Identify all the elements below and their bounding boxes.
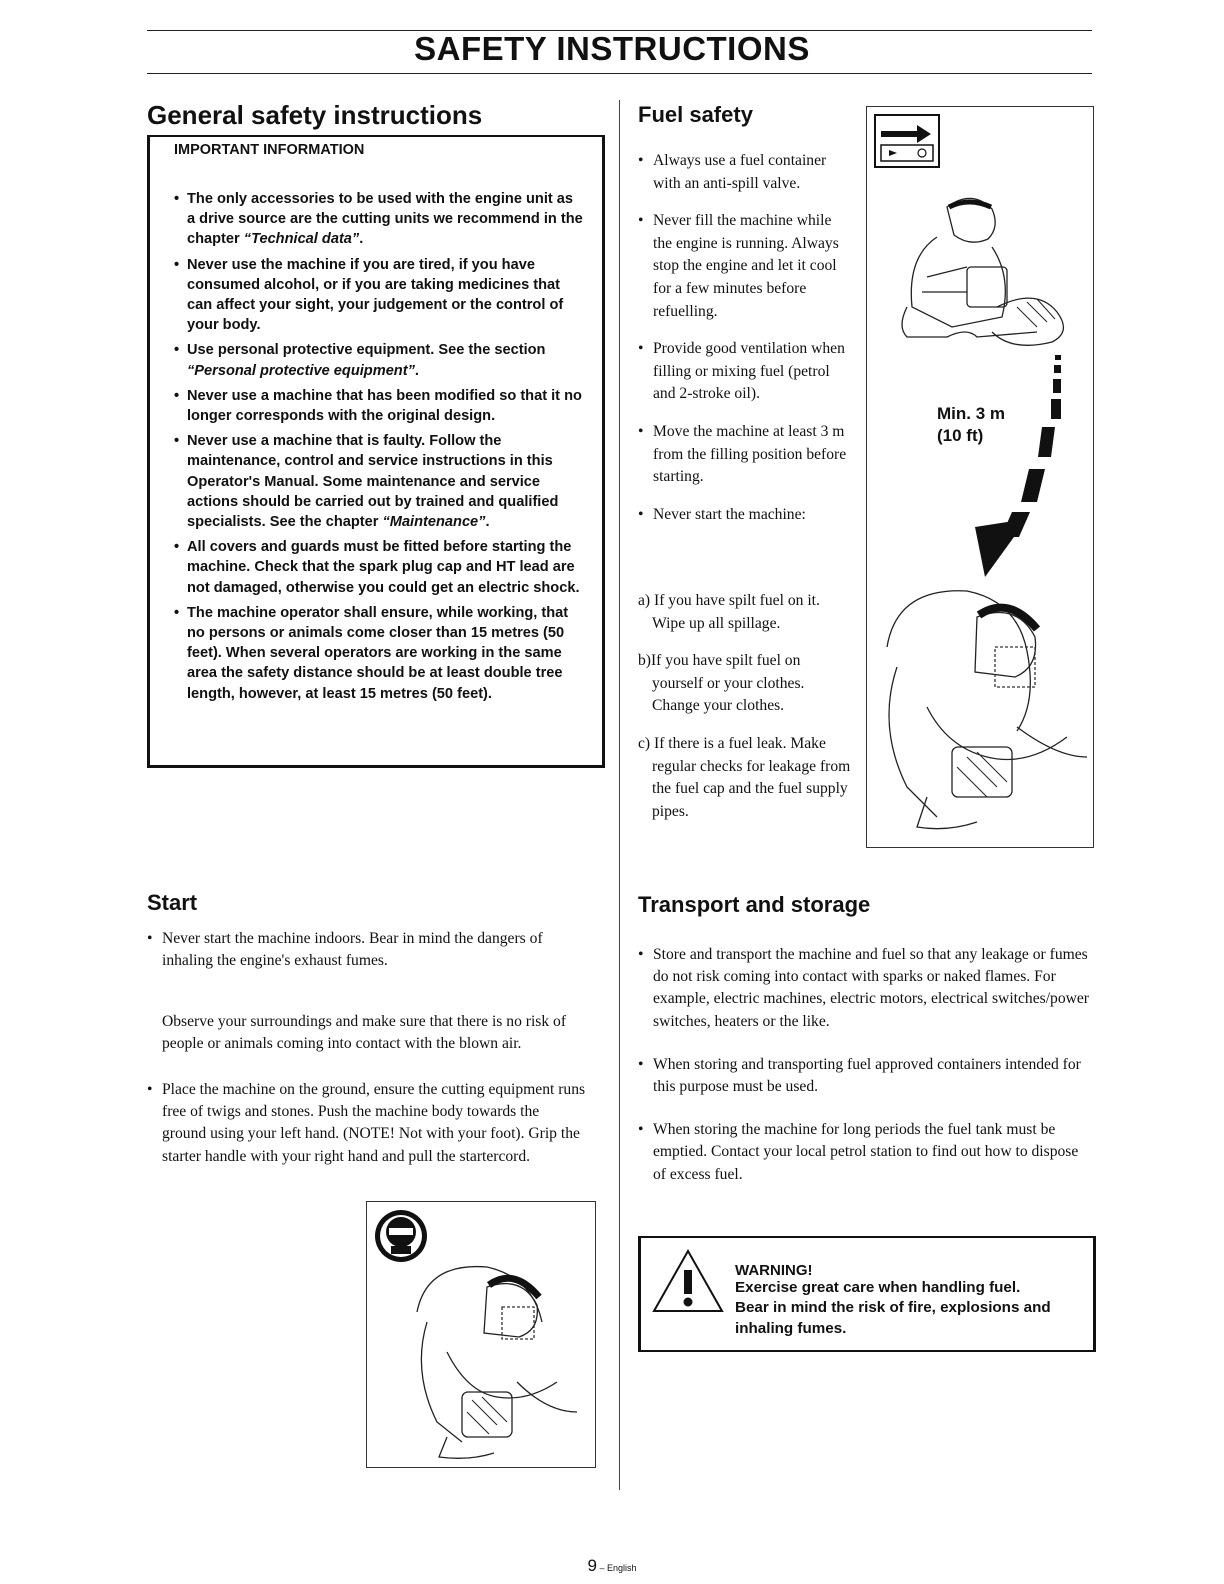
transport-item: • Store and transport the machine and fuel so that any leakage or fumes do not risk coming into contact with sparks or naked flames. For example, electric machines, electric motors, electrical switches/power switches, heaters or the like.: [638, 946, 1089, 1030]
fuel-item: • Never fill the machine while the engine is running. Always stop the engine and let it cool for a few minutes before refuelling.: [638, 212, 839, 320]
start-body: [147, 928, 587, 1168]
important-information-box: [147, 135, 605, 768]
transport-storage-list: [638, 944, 1093, 1207]
important-item: • The only accessories to be used with the engine unit as a drive source are the cutting units we recommend in the chapter “Technical data”.: [174, 191, 583, 248]
refuel-illustration-svg: [867, 107, 1093, 847]
transport-item: • When storing and transporting fuel approved containers intended for this purpose must be used.: [638, 1055, 1081, 1096]
transport-item: • When storing the machine for long periods the fuel tank must be emptied. Contact your local petrol station to find out how to dispose of excess fuel.: [638, 1121, 1079, 1183]
fuel-sub-list: [638, 590, 853, 838]
fuel-item: • Provide good ventilation when filling or mixing fuel (petrol and 2-stroke oil).: [638, 340, 845, 403]
fuel-item: • Always use a fuel container with an anti-spill valve.: [638, 152, 827, 192]
important-box-title: IMPORTANT INFORMATION: [174, 142, 365, 158]
starting-person-icon: [417, 1267, 577, 1459]
warning-text: [735, 1278, 1085, 1339]
start-paragraph: Observe your surroundings and make sure that there is no risk of people or animals coming into contact with the blown air.: [162, 1012, 567, 1053]
warning-box: [638, 1236, 1096, 1352]
fuel-sub-item: a) If you have spilt fuel on it. Wipe up all spillage.: [638, 592, 820, 632]
column-divider: [619, 100, 620, 1490]
important-item: • Never use a machine that is faulty. Follow the maintenance, control and service instructions in this Operator's Manual. Some maintenance and service actions should be carried out by trained and qualified specialists. See the chapter “Maintenance”.: [174, 433, 559, 531]
warning-line: Exercise great care when handling fuel.: [735, 1279, 1021, 1296]
warning-line: Bear in mind the risk of fire, explosions and inhaling fumes.: [735, 1299, 1051, 1337]
page-number: 9: [587, 1556, 597, 1575]
fuel-illustration: [866, 106, 1094, 848]
footer-dash: –: [596, 1563, 607, 1573]
fuel-item: • Never start the machine:: [638, 505, 806, 523]
warning-title: WARNING!: [735, 1262, 813, 1279]
eye-ear-protection-icon: [375, 1210, 427, 1262]
fuel-safety-list: [638, 150, 853, 541]
start-illustration-svg: [367, 1202, 595, 1467]
fuel-sub-item: b)If you have spilt fuel on yourself or your clothes. Change your clothes.: [638, 652, 805, 715]
distance-arrow-icon: [975, 355, 1061, 577]
important-item: • Use personal protective equipment. See the section “Personal protective equipment”.: [174, 342, 546, 379]
start-heading: Start: [147, 890, 198, 915]
page-title: SAFETY INSTRUCTIONS: [414, 30, 810, 67]
footer-language: English: [606, 1563, 637, 1573]
distance-label-imperial: (10 ft): [937, 426, 984, 445]
important-item: • The machine operator shall ensure, while working, that no persons or animals come closer than 15 metres (50 feet). When several operators are working in the same area the safety distance should be at least double tree length, however, at least 15 metres (50 feet).: [174, 604, 569, 702]
distance-label: [937, 403, 1005, 447]
engine-stop-icon: [875, 115, 939, 167]
general-safety-heading: General safety instructions: [147, 100, 483, 130]
fuel-sub-item: c) If there is a fuel leak. Make regular checks for leakage from the fuel cap and the fuel supply pipes.: [638, 734, 851, 820]
fuel-safety-heading: Fuel safety: [638, 102, 753, 127]
important-item: • Never use the machine if you are tired, if you have consumed alcohol, or if you are taking medicines that can affect your sight, your judgement or the control of your body.: [174, 256, 564, 334]
bending-person-icon: [887, 591, 1087, 829]
start-illustration: [366, 1201, 596, 1468]
page-footer: [0, 1556, 1224, 1576]
transport-storage-heading: Transport and storage: [638, 892, 871, 917]
distance-label-metric: Min. 3 m: [937, 404, 1006, 423]
title-underline: [147, 73, 1092, 74]
important-item: • Never use a machine that has been modified so that it no longer corresponds with the original design.: [174, 387, 582, 425]
start-bullet: • Place the machine on the ground, ensure the cutting equipment runs free of twigs and stones. Push the machine body towards the ground using your left hand. (NOTE! Not with your foot). Grip the starter handle with your right hand and pull the startercord.: [147, 1080, 586, 1165]
important-list: [174, 189, 584, 709]
fuel-item: • Move the machine at least 3 m from the filling position before starting.: [638, 422, 847, 486]
important-item: • All covers and guards must be fitted before starting the machine. Check that the spark plug cap and HT lead are not damaged, otherwise you could get an electric shock.: [174, 539, 580, 596]
start-bullet: • Never start the machine indoors. Bear in mind the dangers of inhaling the engine's exhaust fumes.: [147, 930, 543, 970]
refuelling-person-icon: [902, 198, 1063, 345]
warning-triangle-icon: [651, 1248, 725, 1314]
